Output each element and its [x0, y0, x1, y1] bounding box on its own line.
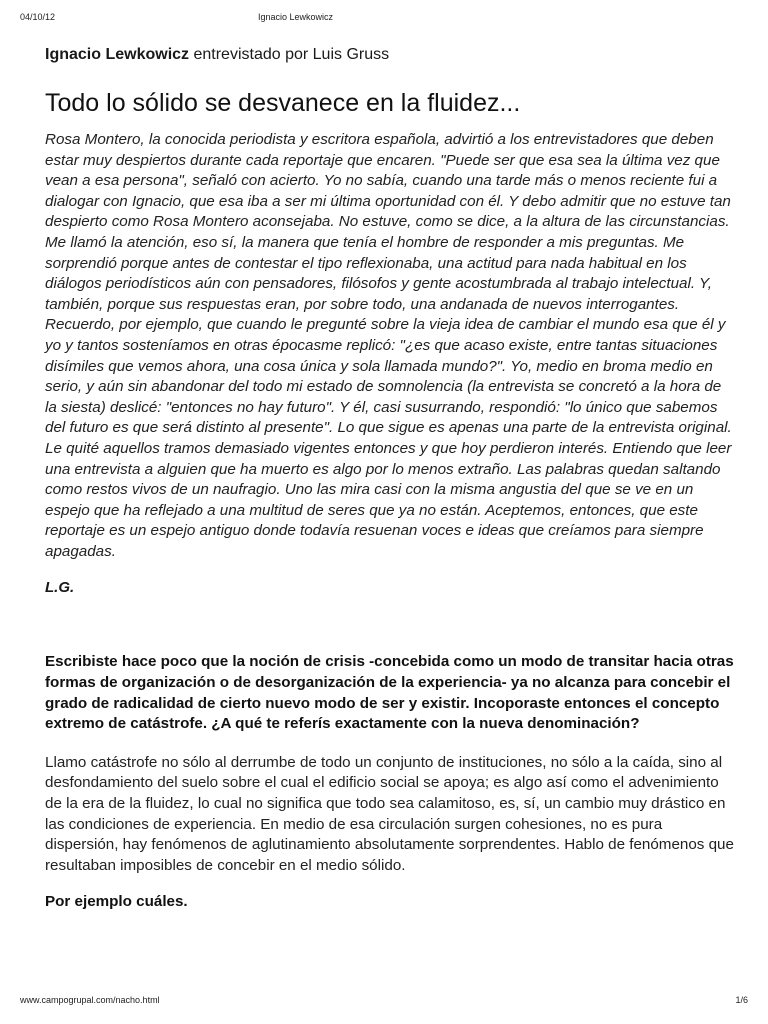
print-url: www.campogrupal.com/nacho.html	[20, 995, 160, 1005]
interview-question: Por ejemplo cuáles.	[45, 893, 188, 911]
print-page-title: Ignacio Lewkowicz	[258, 12, 334, 22]
intro-paragraph: Rosa Montero, la conocida periodista y escritora española, advirtió a los entrevistadores que deben estar muy despiertos durante cada reportaje que encaren. "Puede ser que esa sea la última vez que vean a esa persona", señaló con acierto. Yo no sabía, cuando una tarde más o menos reciente fui a dialogar con Ignacio, que esa iba a ser mi última oportunidad con él. Y debo admitir que no estuve tan despierto como Rosa Montero aconsejaba. No estuve, como se dice, a la altura de las circunstancias. Me llamó la atención, eso sí, la manera que tenía el hombre de responder a mis preguntas. Me sorprendió porque antes de contestar el tipo reflexionaba, una actitud para nada habitual en los diálogos periodísticos aún con pensadores, filósofos y gente acostumbrada al trabajo intelectual. Y, también, porque sus respuestas eran, por sobre todo, una andanada de nuevos interrogantes. Recuerdo, por ejemplo, que cuando le pregunté sobre la vieja idea de cambiar el mundo esa que él y yo y tantos sosteníamos en otras épocasme replicó: "¿es que acaso existe, entre tantas situaciones disímiles que vemos ahora, una cosa única y sola llamada mundo?". Yo, medio en broma medio en serio, y aún sin abandonar del todo mi estado de somnolencia (la entrevista se concretó a la hora de la siesta) deslicé: "entonces no hay futuro". Y él, casi susurrando, respondió: "lo único que sabemos del futuro es que será distinto al presente". Lo que sigue es apenas una parte de la entrevista original. Le quité aquellos tramos demasiado vigentes entonces y que hoy perdieron interés. Entiendo que leer una entrevista a alguien que ha muerto es algo por lo menos extraño. Las palabras quedan saltando como restos vivos de un naufragio. Uno las mira casi con la misma angustia del que se ve en un espejo que ha reflejado a una multitud de seres que ya no están. Aceptemos, entonces, que este reportaje es un espejo antiguo donde todavía resuenan voces e ideas que creíamos para siempre apagadas.	[45, 131, 732, 560]
author-initials: L.G.	[45, 579, 75, 597]
interview-question: Escribiste hace poco que la noción de crisis -concebida como un modo de transitar hacia otras formas de organización o de desorganización de la experiencia- ya no alcanza para concebir el grado de radicalidad de cierto nuevo modo de ser y existir. Incoporaste entonces el concepto extremo de catástrofe. ¿A qué te referís exactamente con la nueva denominación?	[45, 653, 734, 733]
article	[45, 44, 735, 913]
byline-rest: entrevistado por Luis Gruss	[189, 46, 390, 63]
page-number: 1/6	[735, 995, 748, 1005]
print-header	[0, 12, 768, 26]
print-date: 04/10/12	[20, 12, 56, 22]
print-footer	[0, 995, 768, 1009]
article-headline: Todo lo sólido se desvanece en la fluidez...	[45, 89, 521, 117]
interviewee-name: Ignacio Lewkowicz	[45, 46, 190, 63]
interview-answer: Llamo catástrofe no sólo al derrumbe de todo un conjunto de instituciones, no sólo a la caída, sino al desfondamiento del suelo sobre el cual el edificio social se apoya; es algo así como el advenimiento de la era de la fluidez, lo cual no significa que todo sea calamitoso, es, sí, un cambio muy drástico en las condiciones de experiencia. En medio de esa circulación surgen cohesiones, no es pura dispersión, hay fenómenos de aglutinamiento absolutamente sorprendentes. Hablo de fenómenos que resultaban imposibles de concebir en el medio sólido.	[45, 753, 734, 874]
byline	[45, 44, 735, 66]
